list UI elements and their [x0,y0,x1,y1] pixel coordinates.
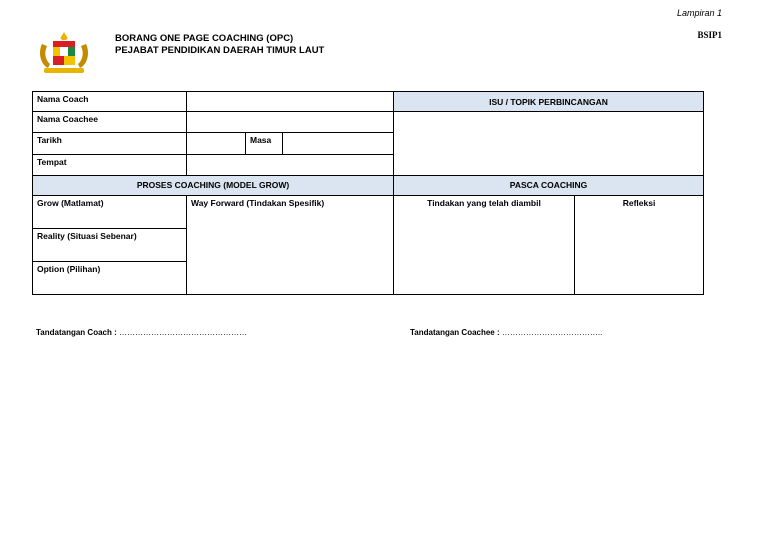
nama-coachee-field[interactable] [187,112,394,133]
form-code: BSIP1 [697,30,722,40]
isu-topik-field[interactable] [394,112,704,176]
nama-coach-label: Nama Coach [33,92,187,112]
form-title [115,33,324,57]
coaching-form-table [32,91,704,295]
tempat-label: Tempat [33,154,187,175]
coach-signature-label: Tandatangan Coach : [36,328,117,337]
grow-field[interactable]: Grow (Matlamat) [33,195,187,228]
nama-coachee-label: Nama Coachee [33,112,187,133]
coachee-signature[interactable] [410,328,602,337]
masa-label: Masa [246,133,283,154]
tindakan-field[interactable]: Tindakan yang telah diambil [394,195,575,294]
form-title-line1: BORANG ONE PAGE COACHING (OPC) [115,33,294,44]
option-field[interactable]: Option (Pilihan) [33,261,187,294]
coachee-signature-label: Tandatangan Coachee : [410,328,500,337]
coachee-signature-line: ……………………………….. [501,328,603,337]
proses-coaching-header: PROSES COACHING (MODEL GROW) [33,175,394,195]
lampiran-label: Lampiran 1 [676,8,722,18]
nama-coach-field[interactable] [187,92,394,112]
coat-of-arms-icon [36,30,92,76]
masa-field[interactable] [283,133,394,154]
tarikh-field[interactable] [187,133,246,154]
refleksi-field[interactable]: Refleksi [575,195,704,294]
pasca-coaching-header: PASCA COACHING [394,175,704,195]
coach-signature-line: ………………………………………… [118,328,247,337]
tempat-field[interactable] [187,154,394,175]
coach-signature[interactable] [36,328,247,337]
reality-field[interactable]: Reality (Situasi Sebenar) [33,229,187,261]
way-forward-field[interactable]: Way Forward (Tindakan Spesifik) [187,195,394,294]
isu-topik-header: ISU / TOPIK PERBINCANGAN [394,92,704,112]
tarikh-label: Tarikh [33,133,187,154]
form-title-line2: PEJABAT PENDIDIKAN DAERAH TIMUR LAUT [115,45,325,56]
